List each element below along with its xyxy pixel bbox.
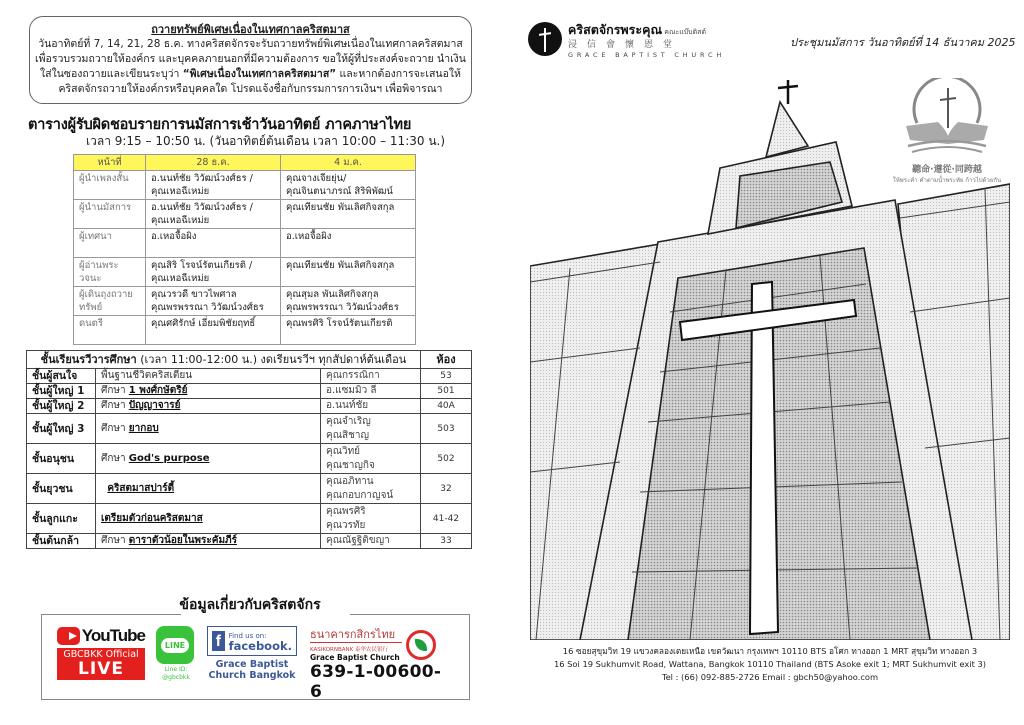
- facebook-wordmark: facebook.: [228, 639, 292, 653]
- youtube-logo: [57, 626, 145, 646]
- assignee-name: คุณสุมล พันเลิศกิจสกุล: [286, 289, 379, 300]
- class-room: 33: [421, 534, 472, 549]
- facebook-find-label: Find us on:: [228, 632, 267, 640]
- table-row: [27, 474, 472, 504]
- line-id: [156, 666, 196, 682]
- facebook-page-name: [207, 659, 297, 681]
- class-room: 502: [421, 444, 472, 474]
- assignee-name: [286, 243, 410, 256]
- assignee-name: คุณพรศิริ โรจน์รัตนเกียรติ: [286, 318, 393, 329]
- class-teachers: [321, 504, 421, 534]
- subject-topic: ดาราตัวน้อยในพระคัมภีร์: [128, 535, 237, 546]
- duty-role: ผู้นำนมัสการ: [74, 200, 146, 229]
- youtube-channel: GBCBKK Official: [63, 649, 139, 660]
- assignee-name: [151, 243, 275, 256]
- subject-topic: เตรียมตัวก่อนคริสตมาส: [101, 512, 203, 524]
- church-logo-icon: [528, 22, 562, 56]
- class-subject: [96, 444, 321, 474]
- spire-cross-icon: [778, 80, 798, 104]
- assignee-name: คุณพรพรรณา วิวัฒน์วงศ์ธร: [286, 302, 399, 313]
- duty-roster-table: [73, 154, 416, 345]
- leaf-icon: [415, 639, 427, 651]
- class-room: 32: [421, 474, 472, 504]
- teacher-name: คุณสิชาญ: [326, 429, 369, 441]
- class-name: ชั้นผู้ใหญ่ 3: [27, 414, 96, 444]
- duty-assignee-cell: [146, 171, 281, 200]
- duty-role: ผู้นำเพลงสั้น: [74, 171, 146, 200]
- facebook-page-line: Grace Baptist: [215, 659, 289, 670]
- duty-assignee-cell: [146, 200, 281, 229]
- assignee-name: [286, 272, 410, 285]
- table-row: [74, 287, 416, 316]
- teacher-name: คุณณัฐฐิติขญา: [326, 535, 390, 546]
- assignee-name: อ.นนท์ชัย วิวัฒน์วงศ์ธร /: [151, 173, 253, 184]
- class-teachers: [321, 384, 421, 399]
- assignee-name: คุณเทียนชัย พันเลิศกิจสกุล: [286, 260, 395, 271]
- assignee-name: คุณเหอฉีเหม่ย: [151, 273, 210, 284]
- teacher-name: คุณวรทัย: [326, 519, 366, 531]
- youtube-channel-box: [57, 648, 145, 680]
- class-teachers: [321, 534, 421, 549]
- class-room: 501: [421, 384, 472, 399]
- kasikornbank-logo-icon: [406, 630, 436, 660]
- address-en: 16 Soi 19 Sukhumvit Road, Wattana, Bangkok 10110 Thailand (BTS Asoke exit 1; MRT Sukhumvit exit 3): [553, 659, 987, 669]
- spire: [766, 102, 808, 157]
- class-room: 40A: [421, 399, 472, 414]
- contact-info: Tel : (66) 092-885-2726 Email : gbch50@yahoo.com: [661, 672, 879, 682]
- table-row: [27, 534, 472, 549]
- facebook-find-box: [207, 626, 297, 656]
- vision-logo: [892, 78, 1002, 185]
- church-address: [530, 645, 1010, 684]
- class-subject: [96, 504, 321, 534]
- facebook-icon: f: [212, 631, 225, 651]
- duty-assignee-cell: [146, 258, 281, 287]
- class-teachers: [321, 414, 421, 444]
- notice-line: เพื่อรวบรวมถวายให้องค์กร และบุคคลภายนอกที่มีความต้องการ ขอให้ผู้ที่ประสงค์จะถวาย นำเงิน: [35, 53, 466, 65]
- table-header-row: [74, 155, 416, 171]
- assignee-name: คุณเหอฉีเหม่ย: [151, 215, 210, 226]
- table-row: [74, 200, 416, 229]
- subject-topic: ยากอบ: [128, 422, 159, 434]
- teacher-name: คุณวิทย์: [326, 445, 361, 457]
- table-row: [74, 171, 416, 200]
- column-header: 28 ธ.ค.: [146, 155, 281, 171]
- table-row: [27, 414, 472, 444]
- facebook-badge[interactable]: [207, 626, 297, 681]
- table-row: [27, 444, 472, 474]
- table-header-row: [27, 351, 472, 369]
- christmas-offering-notice: [29, 16, 472, 104]
- line-id-label: Line ID:: [164, 666, 188, 673]
- class-teachers: [321, 474, 421, 504]
- subject-prefix: พื้นฐานชีวิตคริสเตียน: [101, 370, 193, 381]
- class-subject: [96, 399, 321, 414]
- class-name: ชั้นผู้ใหญ่ 2: [27, 399, 96, 414]
- table-row: [27, 369, 472, 384]
- duty-role: ผู้เดินถุงถวายทรัพย์: [74, 287, 146, 316]
- bank-account-info: [310, 628, 450, 702]
- subject-prefix: ศึกษา: [101, 400, 129, 411]
- assignee-name: คุณสิริ โรจน์รัตนเกียรติ /: [151, 260, 253, 271]
- subject-topic: ปัญญาจารย์: [128, 400, 181, 411]
- class-name: ชั้นผู้สนใจ: [27, 369, 96, 384]
- table-row: [27, 384, 472, 399]
- duty-role: ดนตรี: [74, 316, 146, 345]
- duty-assignee-cell: [281, 316, 416, 345]
- subject-topic: 1 พงศ์กษัตริย์: [128, 385, 188, 396]
- notice-text: และหากต้องการจะเสนอให้: [336, 68, 461, 80]
- notice-line: คริสตจักรถวายให้องค์กรหรือบุคคลใด โปรดแจ้งชื่อกับกรรมการการเงินฯ เพื่อพิจารณา: [58, 83, 443, 95]
- church-name-th-main: คริสตจักรพระคุณ: [568, 22, 663, 37]
- assignee-name: คุณวรวดี ขาวไพศาล: [151, 289, 237, 300]
- vision-motto-zh: 聽命·遵從·同跨越: [912, 165, 982, 175]
- bank-account-name: Grace Baptist Church: [310, 653, 400, 662]
- table-row: [27, 399, 472, 414]
- notice-title: ถวายทรัพย์พิเศษเนื่องในเทศกาลคริสตมาส: [151, 23, 350, 36]
- church-name-en: GRACE BAPTIST CHURCH: [568, 51, 726, 59]
- duty-assignee-cell: [146, 229, 281, 258]
- header-rest: (เวลา 11:00-12:00 น.) งดเรียนรวีฯ ทุกสัปดาห์ต้นเดือน: [136, 352, 407, 366]
- assignee-name: คุณเหอฉีเหม่ย: [151, 186, 210, 197]
- youtube-wordmark: YouTube: [81, 626, 145, 645]
- subject-prefix: ศึกษา: [101, 385, 129, 396]
- line-icon: [156, 626, 194, 664]
- assignee-name: คุณจินตนาภรณ์ สิริพิพัฒน์: [286, 186, 393, 197]
- subject-prefix: ศึกษา: [101, 452, 129, 464]
- teacher-name: อ.นนท์ชัย: [326, 400, 369, 411]
- church-name-th: [568, 20, 725, 40]
- class-room: 53: [421, 369, 472, 384]
- duty-assignee-cell: [281, 200, 416, 229]
- sunday-school-header: [27, 351, 421, 369]
- teacher-name: คุณชาญกิจ: [326, 459, 375, 471]
- facebook-page-line: Church Bangkok: [208, 670, 296, 681]
- youtube-live-badge[interactable]: [57, 626, 145, 680]
- youtube-play-icon: [57, 627, 80, 645]
- class-room: 503: [421, 414, 472, 444]
- class-teachers: [321, 399, 421, 414]
- subject-topic: คริสตมาสปาร์ตี้: [107, 482, 175, 494]
- room-header: [421, 351, 472, 369]
- class-room: 41-42: [421, 504, 472, 534]
- teacher-name: คุณกรรณิกา: [326, 370, 380, 381]
- table-row: [74, 258, 416, 287]
- vision-motto-th: ให้พระคำ คำตามน้ำพระทัย ก้าวไปด้วยกัน: [892, 177, 1002, 184]
- class-name: ชั้นอนุชน: [27, 444, 96, 474]
- assignee-name: [286, 330, 410, 343]
- class-subject: [96, 534, 321, 549]
- column-header: หน้าที่: [74, 155, 146, 171]
- teacher-name: คุณอภิทาน: [326, 475, 374, 487]
- subject-prefix: ศึกษา: [101, 535, 129, 546]
- duty-assignee-cell: [281, 258, 416, 287]
- teacher-name: คุณจำเริญ: [326, 415, 371, 427]
- room-header-label: ห้อง: [436, 352, 456, 366]
- duty-assignee-cell: [146, 316, 281, 345]
- class-subject: [96, 474, 321, 504]
- subject-topic: God's purpose: [128, 452, 210, 464]
- class-subject: [96, 414, 321, 444]
- class-teachers: [321, 369, 421, 384]
- church-info-title: ข้อมูลเกี่ยวกับคริสตจักร: [179, 597, 321, 613]
- class-subject: [96, 369, 321, 384]
- assignee-name: อ.นนท์ชัย วิวัฒน์วงศ์ธร /: [151, 202, 253, 213]
- notice-emphasis: “พิเศษเนื่องในเทศกาลคริสตมาส”: [182, 68, 337, 80]
- bank-name-th: ธนาคารกสิกรไทย: [310, 628, 402, 643]
- table-row: [74, 316, 416, 345]
- duty-assignee-cell: [281, 287, 416, 316]
- facebook-text: [229, 631, 292, 651]
- bank-account-number: 639-1-00600-6: [310, 662, 442, 702]
- sunday-school-table: [26, 350, 472, 549]
- teacher-name: คุณพรศิริ: [326, 505, 366, 517]
- table-row: [74, 229, 416, 258]
- duty-assignee-cell: [146, 287, 281, 316]
- service-date: ประชุมนมัสการ วันอาทิตย์ที่ 14 ธันวาคม 2025: [790, 36, 1016, 49]
- line-badge[interactable]: [156, 626, 196, 682]
- notice-line: [30, 67, 471, 82]
- notice-line: วันอาทิตย์ที่ 7, 14, 21, 28 ธ.ค. ทางคริสตจักรจะรับถวายทรัพย์พิเศษเนื่องในเทศกาลคริสตมาส: [38, 38, 463, 50]
- class-name: ชั้นยุวชน: [27, 474, 96, 504]
- church-name-block: [568, 20, 725, 59]
- assignee-name: [286, 214, 410, 227]
- youtube-live: LIVE: [78, 659, 124, 679]
- assignee-name: [151, 330, 275, 343]
- church-denomination: คณะแบ๊บติสต์: [662, 28, 706, 36]
- bible-cross-icon: [902, 78, 992, 156]
- assignee-name: คุณเทียนชัย พันเลิศกิจสกุล: [286, 202, 395, 213]
- class-name: ชั้นต้นกล้า: [27, 534, 96, 549]
- notice-text: ใส่ในซองถวายและเขียนระบุว่า: [40, 68, 183, 80]
- duty-role: ผู้เทศนา: [74, 229, 146, 258]
- class-name: ชั้นผู้ใหญ่ 1: [27, 384, 96, 399]
- duty-assignee-cell: [281, 229, 416, 258]
- assignee-name: คุณจางเจียยุ่น/: [286, 173, 347, 184]
- teacher-name: คุณกอบกาญจน์: [326, 489, 394, 501]
- class-subject: [96, 384, 321, 399]
- subject-prefix: ศึกษา: [101, 422, 129, 434]
- class-name: ชั้นลูกแกะ: [27, 504, 96, 534]
- address-th: 16 ซอยสุขุมวิท 19 แขวงคลองเตยเหนือ เขตวัฒนา กรุงเทพฯ 10110 BTS อโศก ทางออก 1 MRT สุขุมวิท ทางออก 3: [562, 646, 978, 656]
- line-wordmark: LINE: [161, 638, 189, 653]
- duty-role: ผู้อ่านพระวจนะ: [74, 258, 146, 287]
- schedule-title: ตารางผู้รับผิดชอบรายการนมัสการเช้าวันอาทิตย์ ภาคภาษาไทย: [28, 117, 412, 133]
- header-bold: ชั้นเรียนรวีวารศึกษา: [40, 352, 137, 366]
- bank-name-en: KASIKORNBANK 泰华农民银行: [310, 647, 388, 653]
- teacher-name: อ.แซมมิว ลี: [326, 385, 377, 396]
- column-header: 4 ม.ค.: [281, 155, 416, 171]
- assignee-name: คุณพรพรรณา วิวัฒน์วงศ์ธร: [151, 302, 264, 313]
- assignee-name: อ.เหอจื้อผิง: [151, 231, 197, 242]
- schedule-subtitle: เวลา 9:15 – 10:50 น. (วันอาทิตย์ต้นเดือน เวลา 10:00 – 11:30 น.): [86, 134, 446, 148]
- line-id-value: @gbcbkk: [162, 674, 190, 681]
- class-teachers: [321, 444, 421, 474]
- duty-assignee-cell: [281, 171, 416, 200]
- church-name-zh: 浸信會懷恩堂: [568, 40, 683, 50]
- table-row: [27, 504, 472, 534]
- assignee-name: อ.เหอจื้อผิง: [286, 231, 332, 242]
- assignee-name: คุณศศิรักษ์ เอี่ยมพิชัยฤทธิ์: [151, 318, 256, 329]
